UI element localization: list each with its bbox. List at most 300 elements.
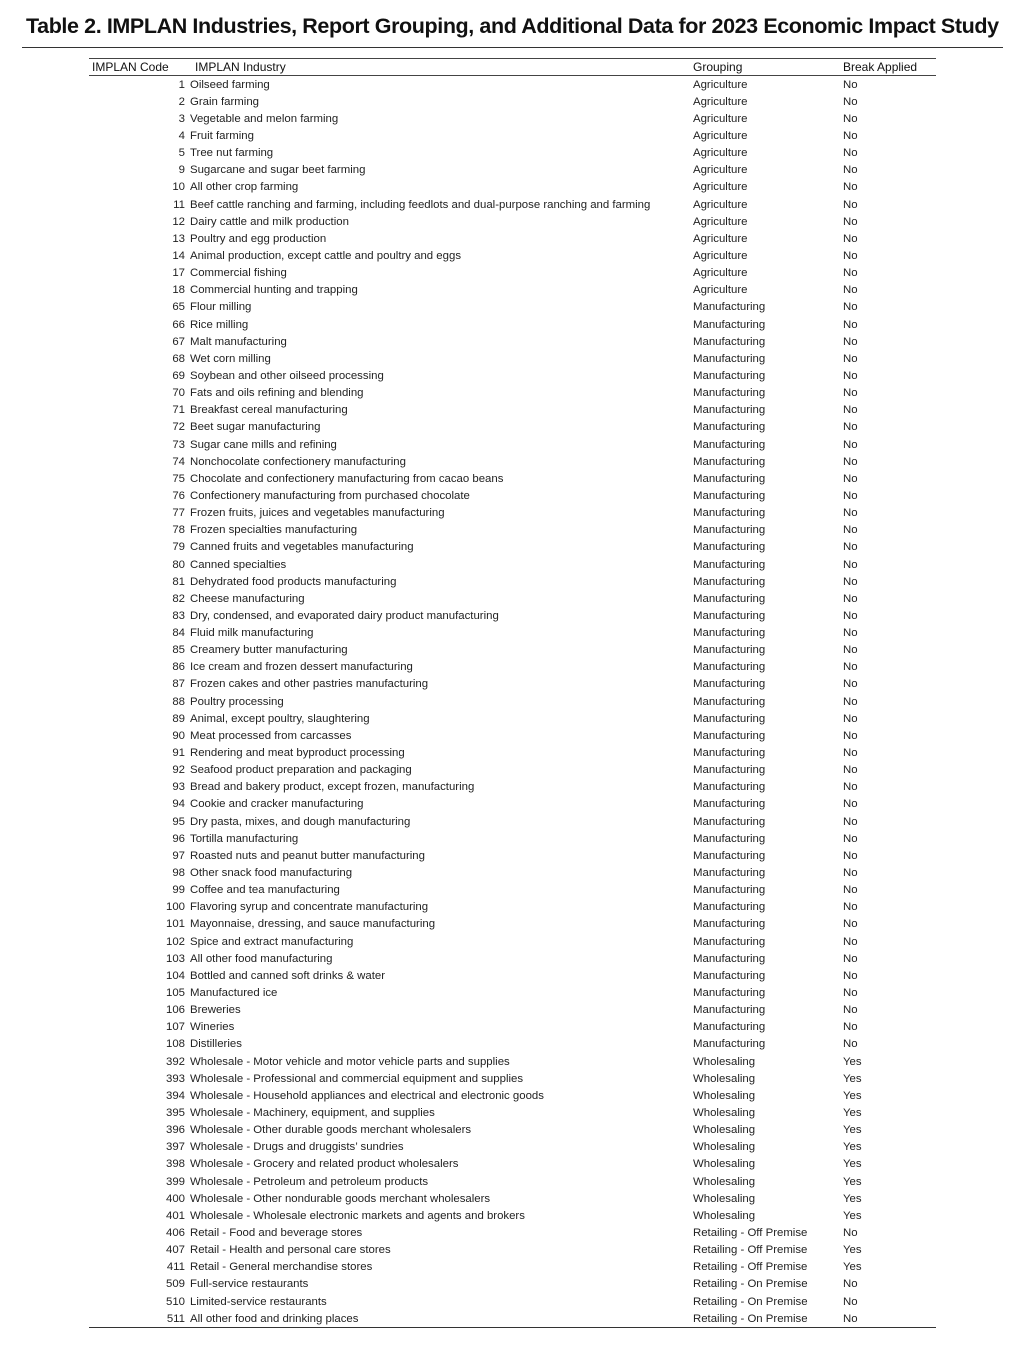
cell-grouping: Agriculture — [693, 112, 748, 125]
cell-code: 69 — [172, 369, 185, 382]
cell-grouping: Agriculture — [693, 78, 748, 91]
cell-code: 86 — [172, 661, 185, 674]
table-row — [89, 265, 936, 282]
table-row — [89, 505, 936, 522]
table-row — [89, 1002, 936, 1019]
cell-break-applied: No — [843, 249, 858, 262]
cell-code: 397 — [165, 1141, 185, 1154]
cell-industry: Flavoring syrup and concentrate manufacturing — [190, 901, 429, 914]
cell-grouping: Wholesaling — [693, 1107, 756, 1119]
cell-code: 398 — [165, 1158, 185, 1171]
cell-code: 5 — [178, 147, 185, 160]
cell-code: 411 — [166, 1261, 185, 1274]
table-header-row — [89, 59, 936, 76]
table-row — [89, 744, 936, 761]
table-row — [89, 230, 936, 247]
cell-industry: Rendering and meat byproduct processing — [190, 747, 405, 760]
cell-break-applied: No — [843, 1021, 858, 1034]
cell-industry: Frozen cakes and other pastries manufacturing — [190, 678, 429, 691]
cell-industry: Frozen fruits, juices and vegetables manufacturing — [190, 507, 445, 520]
cell-grouping: Manufacturing — [693, 455, 766, 468]
cell-grouping: Manufacturing — [693, 524, 766, 537]
header-break-applied: Break Applied — [843, 60, 918, 74]
cell-industry: All other food manufacturing — [190, 952, 333, 965]
cell-break-applied: No — [843, 609, 858, 622]
cell-break-applied: Yes — [843, 1089, 862, 1102]
table-row — [89, 436, 936, 453]
cell-break-applied: No — [843, 95, 858, 108]
cell-break-applied: Yes — [843, 1175, 862, 1188]
cell-industry: Beef cattle ranching and farming, including feedlots and dual-purpose ranching and farming — [190, 198, 651, 211]
cell-code: 13 — [172, 232, 185, 245]
cell-industry: Commercial fishing — [190, 267, 287, 280]
cell-break-applied: No — [843, 592, 858, 605]
cell-industry: Distilleries — [190, 1038, 242, 1051]
table-row — [89, 76, 936, 93]
cell-grouping: Manufacturing — [693, 918, 766, 931]
cell-industry: Wet corn milling — [190, 352, 271, 365]
table-row — [89, 299, 936, 316]
cell-code: 79 — [172, 541, 185, 554]
cell-code: 72 — [172, 421, 185, 434]
cell-grouping: Retailing - Off Premise — [693, 1244, 808, 1257]
cell-break-applied: No — [843, 849, 858, 862]
cell-break-applied: Yes — [843, 1072, 862, 1085]
cell-industry: Other snack food manufacturing — [190, 867, 353, 880]
cell-grouping: Manufacturing — [693, 352, 766, 365]
cell-grouping: Agriculture — [693, 129, 748, 142]
cell-grouping: Wholesaling — [693, 1175, 756, 1188]
table-row — [89, 984, 936, 1001]
cell-break-applied: No — [843, 387, 858, 400]
cell-industry: Wholesale - Household appliances and electrical and electronic goods — [190, 1089, 544, 1102]
cell-grouping: Wholesaling — [693, 1055, 756, 1068]
cell-grouping: Wholesaling — [693, 1192, 756, 1205]
cell-grouping: Manufacturing — [693, 901, 766, 914]
cell-grouping: Agriculture — [693, 249, 748, 262]
cell-grouping: Wholesaling — [693, 1158, 756, 1171]
cell-industry: Tree nut farming — [190, 147, 274, 160]
cell-grouping: Agriculture — [693, 95, 748, 108]
cell-break-applied: No — [843, 627, 858, 640]
cell-industry: Fats and oils refining and blending — [190, 387, 364, 400]
cell-break-applied: No — [843, 352, 858, 365]
table-row — [89, 864, 936, 881]
table-body — [89, 76, 936, 1327]
cell-grouping: Manufacturing — [693, 387, 766, 400]
cell-break-applied: Yes — [843, 1244, 862, 1257]
cell-grouping: Manufacturing — [693, 987, 766, 1000]
cell-code: 100 — [165, 901, 185, 914]
table-row — [89, 573, 936, 590]
cell-grouping: Wholesaling — [693, 1141, 756, 1154]
cell-code: 74 — [172, 455, 185, 468]
cell-grouping: Manufacturing — [693, 301, 766, 314]
page-title: Table 2. IMPLAN Industries, Report Grouping, and Additional Data for 2023 Economic Impact Study — [26, 14, 999, 38]
cell-industry: Dry pasta, mixes, and dough manufacturing — [190, 815, 411, 828]
cell-break-applied: No — [843, 181, 858, 194]
table-row — [89, 1036, 936, 1053]
cell-code: 66 — [172, 318, 185, 331]
cell-break-applied: No — [843, 987, 858, 1000]
cell-break-applied: No — [843, 1295, 858, 1308]
industry-table — [89, 58, 936, 1328]
table-row — [89, 1139, 936, 1156]
cell-code: 92 — [172, 764, 185, 777]
cell-industry: Retail - Food and beverage stores — [190, 1226, 363, 1239]
cell-industry: Wholesale - Motor vehicle and motor vehicle parts and supplies — [190, 1055, 510, 1068]
cell-industry: Chocolate and confectionery manufacturing from cacao beans — [190, 472, 504, 485]
cell-grouping: Manufacturing — [693, 832, 766, 845]
table-row — [89, 470, 936, 487]
cell-break-applied: No — [843, 438, 858, 451]
cell-code: 65 — [172, 301, 185, 314]
cell-grouping: Manufacturing — [693, 798, 766, 811]
cell-grouping: Manufacturing — [693, 404, 766, 417]
cell-industry: Wholesale - Other durable goods merchant wholesalers — [190, 1124, 472, 1137]
table-row — [89, 1310, 936, 1327]
cell-grouping: Manufacturing — [693, 661, 766, 674]
table-row — [89, 1104, 936, 1121]
cell-grouping: Manufacturing — [693, 592, 766, 605]
cell-break-applied: No — [843, 472, 858, 485]
cell-code: 14 — [172, 249, 185, 262]
cell-break-applied: No — [843, 129, 858, 142]
table-row — [89, 607, 936, 624]
cell-grouping: Manufacturing — [693, 695, 766, 708]
cell-grouping: Manufacturing — [693, 729, 766, 742]
cell-grouping: Retailing - On Premise — [693, 1295, 808, 1308]
cell-break-applied: No — [843, 301, 858, 314]
cell-industry: Full-service restaurants — [190, 1278, 309, 1291]
cell-industry: Poultry processing — [190, 695, 284, 708]
table-row — [89, 1122, 936, 1139]
table-row — [89, 1173, 936, 1190]
table-row — [89, 710, 936, 727]
cell-code: 76 — [172, 489, 185, 502]
cell-code: 509 — [165, 1278, 185, 1291]
cell-grouping: Manufacturing — [693, 1038, 766, 1051]
cell-break-applied: No — [843, 969, 858, 982]
table-row — [89, 642, 936, 659]
cell-code: 511 — [166, 1312, 185, 1325]
cell-code: 94 — [172, 798, 185, 811]
cell-break-applied: Yes — [843, 1261, 862, 1274]
cell-code: 392 — [165, 1055, 185, 1068]
table-row — [89, 693, 936, 710]
cell-break-applied: No — [843, 764, 858, 777]
cell-industry: Grain farming — [190, 95, 260, 108]
cell-code: 394 — [165, 1089, 185, 1102]
cell-grouping: Agriculture — [693, 164, 748, 177]
cell-industry: Poultry and egg production — [190, 232, 327, 245]
cell-industry: Wineries — [190, 1021, 235, 1034]
cell-industry: Vegetable and melon farming — [190, 112, 339, 125]
table-row — [89, 1242, 936, 1259]
table-row — [89, 847, 936, 864]
cell-industry: Tortilla manufacturing — [190, 832, 299, 845]
table-row — [89, 779, 936, 796]
cell-grouping: Agriculture — [693, 284, 748, 297]
cell-grouping: Manufacturing — [693, 472, 766, 485]
table-row — [89, 385, 936, 402]
cell-industry: Frozen specialties manufacturing — [190, 524, 358, 537]
cell-grouping: Manufacturing — [693, 952, 766, 965]
cell-grouping: Manufacturing — [693, 644, 766, 657]
cell-industry: Bottled and canned soft drinks & water — [190, 969, 386, 982]
cell-break-applied: No — [843, 284, 858, 297]
cell-industry: Ice cream and frozen dessert manufacturing — [190, 661, 413, 674]
table-row — [89, 487, 936, 504]
cell-grouping: Manufacturing — [693, 489, 766, 502]
cell-code: 84 — [172, 627, 185, 640]
table-row — [89, 1293, 936, 1310]
cell-break-applied: Yes — [843, 1107, 862, 1119]
cell-industry: Cheese manufacturing — [190, 592, 305, 605]
cell-break-applied: No — [843, 678, 858, 691]
table-row — [89, 367, 936, 384]
table-row — [89, 196, 936, 213]
cell-code: 96 — [172, 832, 185, 845]
cell-grouping: Manufacturing — [693, 935, 766, 948]
cell-break-applied: No — [843, 421, 858, 434]
cell-code: 107 — [165, 1021, 185, 1034]
table-row — [89, 145, 936, 162]
cell-grouping: Wholesaling — [693, 1089, 756, 1102]
cell-code: 85 — [172, 644, 185, 657]
cell-break-applied: No — [843, 747, 858, 760]
cell-industry: All other food and drinking places — [190, 1312, 359, 1325]
cell-code: 510 — [165, 1295, 185, 1308]
cell-code: 103 — [165, 952, 185, 965]
cell-break-applied: No — [843, 78, 858, 91]
cell-grouping: Manufacturing — [693, 335, 766, 348]
cell-industry: All other crop farming — [190, 181, 299, 194]
table-row — [89, 1207, 936, 1224]
cell-industry: Dry, condensed, and evaporated dairy product manufacturing — [190, 609, 499, 622]
table-row — [89, 350, 936, 367]
cell-code: 106 — [165, 1004, 185, 1017]
cell-grouping: Manufacturing — [693, 421, 766, 434]
cell-code: 73 — [172, 438, 185, 451]
cell-industry: Wholesale - Petroleum and petroleum products — [190, 1175, 429, 1188]
cell-code: 80 — [172, 558, 185, 571]
cell-code: 68 — [172, 352, 185, 365]
header-implan-industry: IMPLAN Industry — [195, 60, 286, 74]
cell-industry: Spice and extract manufacturing — [190, 935, 354, 948]
cell-code: 11 — [173, 198, 185, 211]
header-implan-code: IMPLAN Code — [92, 60, 169, 74]
table-row — [89, 1224, 936, 1241]
table-row — [89, 179, 936, 196]
cell-code: 104 — [165, 969, 185, 982]
cell-grouping: Manufacturing — [693, 1004, 766, 1017]
cell-code: 95 — [172, 815, 185, 828]
cell-code: 393 — [165, 1072, 185, 1085]
cell-break-applied: No — [843, 335, 858, 348]
cell-grouping: Manufacturing — [693, 867, 766, 880]
table-row — [89, 162, 936, 179]
cell-industry: Dairy cattle and milk production — [190, 215, 349, 228]
cell-break-applied: No — [843, 661, 858, 674]
cell-code: 10 — [172, 181, 185, 194]
cell-grouping: Manufacturing — [693, 884, 766, 897]
cell-grouping: Retailing - Off Premise — [693, 1226, 808, 1239]
cell-break-applied: No — [843, 884, 858, 897]
cell-break-applied: No — [843, 867, 858, 880]
cell-break-applied: No — [843, 455, 858, 468]
table-row — [89, 967, 936, 984]
table-row — [89, 916, 936, 933]
cell-industry: Wholesale - Drugs and druggists’ sundries — [190, 1141, 404, 1154]
cell-code: 99 — [172, 884, 185, 897]
cell-break-applied: No — [843, 489, 858, 502]
cell-industry: Roasted nuts and peanut butter manufacturing — [190, 849, 425, 862]
cell-code: 91 — [172, 747, 185, 760]
cell-break-applied: No — [843, 781, 858, 794]
cell-break-applied: No — [843, 918, 858, 931]
table-row — [89, 933, 936, 950]
cell-break-applied: No — [843, 198, 858, 211]
cell-industry: Wholesale - Professional and commercial equipment and supplies — [190, 1072, 524, 1085]
cell-grouping: Manufacturing — [693, 678, 766, 691]
cell-code: 90 — [172, 729, 185, 742]
table-row — [89, 882, 936, 899]
table-row — [89, 1019, 936, 1036]
table-row — [89, 213, 936, 230]
cell-break-applied: Yes — [843, 1209, 862, 1222]
cell-break-applied: No — [843, 404, 858, 417]
cell-industry: Rice milling — [190, 318, 249, 331]
cell-break-applied: No — [843, 1312, 858, 1325]
cell-break-applied: No — [843, 1004, 858, 1017]
cell-break-applied: No — [843, 695, 858, 708]
table-row — [89, 402, 936, 419]
cell-code: 71 — [172, 404, 185, 417]
cell-break-applied: Yes — [843, 1192, 862, 1205]
cell-grouping: Retailing - Off Premise — [693, 1261, 808, 1274]
cell-break-applied: No — [843, 318, 858, 331]
cell-grouping: Manufacturing — [693, 712, 766, 725]
table-row — [89, 247, 936, 264]
table-row — [89, 1259, 936, 1276]
cell-break-applied: No — [843, 558, 858, 571]
cell-industry: Beet sugar manufacturing — [190, 421, 321, 434]
cell-grouping: Wholesaling — [693, 1124, 756, 1137]
title-divider — [22, 47, 1003, 48]
cell-break-applied: No — [843, 164, 858, 177]
cell-break-applied: No — [843, 1278, 858, 1291]
cell-industry: Sugarcane and sugar beet farming — [190, 164, 366, 177]
cell-code: 97 — [172, 849, 185, 862]
cell-code: 98 — [172, 867, 185, 880]
cell-break-applied: No — [843, 112, 858, 125]
cell-grouping: Agriculture — [693, 232, 748, 245]
cell-grouping: Manufacturing — [693, 541, 766, 554]
cell-industry: Wholesale - Grocery and related product wholesalers — [190, 1158, 459, 1171]
cell-grouping: Manufacturing — [693, 318, 766, 331]
cell-break-applied: No — [843, 935, 858, 948]
cell-code: 4 — [178, 129, 185, 142]
cell-code: 18 — [172, 284, 185, 297]
cell-code: 78 — [172, 524, 185, 537]
cell-grouping: Manufacturing — [693, 969, 766, 982]
cell-grouping: Agriculture — [693, 147, 748, 160]
cell-grouping: Manufacturing — [693, 849, 766, 862]
cell-code: 93 — [172, 781, 185, 794]
table-row — [89, 93, 936, 110]
cell-code: 400 — [165, 1192, 185, 1205]
table-row — [89, 1276, 936, 1293]
cell-industry: Wholesale - Other nondurable goods merchant wholesalers — [190, 1192, 491, 1205]
cell-code: 105 — [165, 987, 185, 1000]
table-row — [89, 453, 936, 470]
cell-code: 406 — [165, 1226, 185, 1239]
table-row — [89, 813, 936, 830]
cell-break-applied: No — [843, 267, 858, 280]
cell-grouping: Manufacturing — [693, 438, 766, 451]
cell-code: 89 — [172, 712, 185, 725]
cell-break-applied: No — [843, 147, 858, 160]
table-row — [89, 590, 936, 607]
cell-industry: Malt manufacturing — [190, 335, 287, 348]
cell-grouping: Agriculture — [693, 267, 748, 280]
cell-grouping: Wholesaling — [693, 1209, 756, 1222]
table-row — [89, 762, 936, 779]
cell-industry: Flour milling — [190, 301, 252, 314]
cell-break-applied: No — [843, 832, 858, 845]
cell-industry: Wholesale - Wholesale electronic markets and agents and brokers — [190, 1209, 525, 1222]
cell-industry: Manufactured ice — [190, 987, 278, 1000]
cell-grouping: Manufacturing — [693, 558, 766, 571]
cell-code: 102 — [165, 935, 185, 948]
cell-industry: Nonchocolate confectionery manufacturing — [190, 455, 406, 468]
table-row — [89, 625, 936, 642]
cell-code: 88 — [172, 695, 185, 708]
cell-industry: Wholesale - Machinery, equipment, and supplies — [190, 1107, 435, 1119]
cell-break-applied: No — [843, 644, 858, 657]
cell-grouping: Retailing - On Premise — [693, 1278, 808, 1291]
table-row — [89, 899, 936, 916]
cell-break-applied: No — [843, 798, 858, 811]
cell-grouping: Manufacturing — [693, 507, 766, 520]
cell-industry: Limited-service restaurants — [190, 1295, 327, 1308]
table-row — [89, 282, 936, 299]
cell-break-applied: Yes — [843, 1141, 862, 1154]
cell-industry: Cookie and cracker manufacturing — [190, 798, 364, 811]
cell-industry: Animal, except poultry, slaughtering — [190, 712, 370, 725]
table-row — [89, 659, 936, 676]
cell-industry: Commercial hunting and trapping — [190, 284, 358, 297]
cell-industry: Breweries — [190, 1004, 241, 1017]
cell-industry: Bread and bakery product, except frozen, manufacturing — [190, 781, 475, 794]
cell-code: 9 — [178, 164, 185, 177]
cell-code: 82 — [172, 592, 185, 605]
cell-break-applied: No — [843, 712, 858, 725]
cell-grouping: Agriculture — [693, 215, 748, 228]
cell-code: 101 — [165, 918, 185, 931]
cell-code: 12 — [172, 215, 185, 228]
cell-grouping: Manufacturing — [693, 764, 766, 777]
cell-industry: Creamery butter manufacturing — [190, 644, 348, 657]
cell-break-applied: Yes — [843, 1055, 862, 1068]
cell-code: 77 — [172, 507, 185, 520]
cell-break-applied: Yes — [843, 1158, 862, 1171]
cell-break-applied: No — [843, 729, 858, 742]
cell-industry: Canned specialties — [190, 558, 287, 571]
cell-code: 401 — [165, 1209, 185, 1222]
cell-code: 83 — [172, 609, 185, 622]
